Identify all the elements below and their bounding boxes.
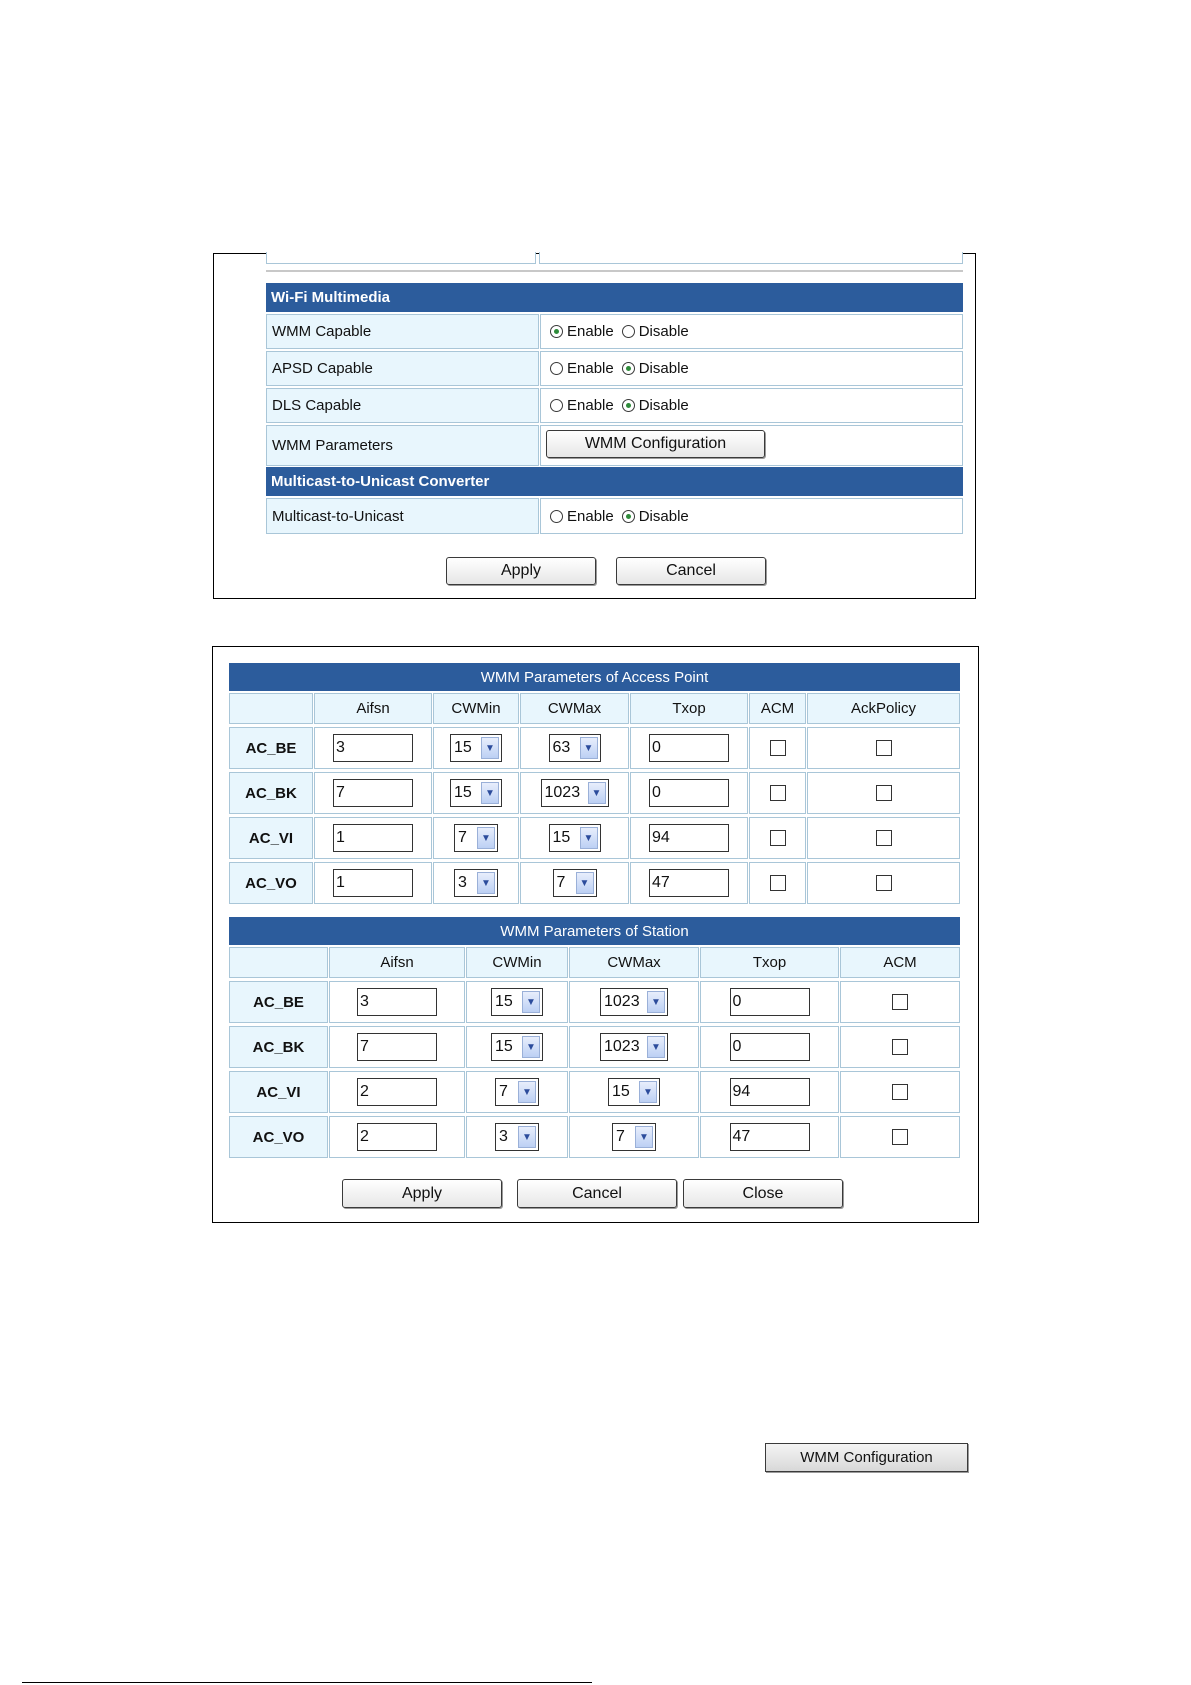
wmm-capable-enable-radio[interactable]	[550, 323, 614, 340]
ackpolicy-checkbox[interactable]	[876, 740, 892, 756]
ap-header-cwmin: CWMin	[433, 693, 519, 724]
chevron-down-icon[interactable]: ▼	[518, 1081, 536, 1103]
sta-row-label: AC_VO	[229, 1116, 328, 1158]
txop-input[interactable]: 0	[649, 734, 729, 762]
cwmax-value: 7	[616, 1128, 625, 1145]
txop-input[interactable]: 94	[730, 1078, 810, 1106]
sta-cell-aifsn	[329, 981, 465, 1023]
radio-selected-icon	[622, 362, 635, 375]
txop-input[interactable]: 47	[649, 869, 729, 897]
chevron-down-icon[interactable]: ▼	[647, 1036, 665, 1058]
enable-text: Enable	[567, 507, 614, 525]
aifsn-input[interactable]: 2	[357, 1123, 437, 1151]
ap-cell-ackpolicy	[807, 727, 960, 769]
wmm-parameters-label: WMM Parameters	[266, 425, 539, 466]
aifsn-input[interactable]: 3	[357, 988, 437, 1016]
previous-row-label	[266, 252, 536, 264]
apsd-capable-options	[540, 351, 963, 386]
chevron-down-icon[interactable]: ▼	[580, 737, 598, 759]
sta-cell-cwmin	[466, 1071, 568, 1113]
ap-cell-txop	[630, 772, 748, 814]
dls-capable-disable-radio[interactable]	[622, 397, 689, 414]
sta-cell-txop	[700, 981, 839, 1023]
sta-cell-cwmax	[569, 1116, 699, 1158]
apsd-capable-enable-radio[interactable]	[550, 360, 614, 377]
sta-cell-cwmin	[466, 1116, 568, 1158]
cwmax-value: 1023	[604, 1038, 640, 1055]
cwmax-value: 1023	[544, 784, 581, 801]
acm-checkbox[interactable]	[770, 785, 786, 801]
cwmax-select[interactable]	[600, 988, 668, 1016]
ap-cell-aifsn	[314, 772, 432, 814]
aifsn-input[interactable]: 1	[333, 869, 413, 897]
acm-checkbox[interactable]	[892, 1084, 908, 1100]
ap-cell-txop	[630, 862, 748, 904]
ap-row-label: AC_VI	[229, 817, 313, 859]
cwmin-value: 15	[454, 739, 472, 756]
ap-header-blank	[229, 693, 313, 724]
section-title-multicast: Multicast-to-Unicast Converter	[266, 467, 963, 496]
cwmin-value: 15	[495, 1038, 513, 1055]
txop-input[interactable]: 47	[730, 1123, 810, 1151]
radio-icon	[550, 362, 563, 375]
sta-cell-cwmax	[569, 1026, 699, 1068]
sta-cell-aifsn	[329, 1026, 465, 1068]
ap-cell-txop	[630, 817, 748, 859]
ap-cell-aifsn	[314, 862, 432, 904]
radio-icon	[550, 399, 563, 412]
sta-cell-acm	[840, 981, 960, 1023]
sta-header-txop: Txop	[700, 947, 839, 978]
sta-cell-txop	[700, 1026, 839, 1068]
cwmin-value: 15	[495, 993, 513, 1010]
ap-header-txop: Txop	[630, 693, 748, 724]
ackpolicy-checkbox[interactable]	[876, 785, 892, 801]
ap-cell-cwmax	[520, 727, 629, 769]
sta-header-blank	[229, 947, 328, 978]
acm-checkbox[interactable]	[770, 740, 786, 756]
cwmin-select[interactable]	[450, 734, 502, 762]
cwmax-value: 63	[552, 739, 571, 756]
ap-header-aifsn: Aifsn	[314, 693, 432, 724]
multicast-enable-radio[interactable]	[550, 508, 614, 525]
sta-cell-cwmin	[466, 981, 568, 1023]
ap-cell-cwmax	[520, 772, 629, 814]
sta-cell-cwmax	[569, 1071, 699, 1113]
cwmin-select[interactable]	[454, 824, 498, 852]
ackpolicy-checkbox[interactable]	[876, 830, 892, 846]
cwmax-select[interactable]	[549, 824, 601, 852]
chevron-down-icon[interactable]: ▼	[477, 872, 495, 894]
cwmax-select[interactable]	[541, 779, 609, 807]
chevron-down-icon[interactable]: ▼	[576, 872, 594, 894]
cwmin-value: 15	[454, 784, 472, 801]
sta-cell-acm	[840, 1026, 960, 1068]
sta-cell-cwmax	[569, 981, 699, 1023]
chevron-down-icon[interactable]: ▼	[588, 782, 606, 804]
cwmin-select[interactable]	[491, 1033, 543, 1061]
chevron-down-icon[interactable]: ▼	[522, 991, 540, 1013]
apsd-capable-disable-radio[interactable]	[622, 360, 689, 377]
acm-checkbox[interactable]	[770, 830, 786, 846]
section-title-wifi-multimedia: Wi-Fi Multimedia	[266, 283, 963, 312]
dls-capable-enable-radio[interactable]	[550, 397, 614, 414]
radio-icon	[622, 325, 635, 338]
sta-table-title: WMM Parameters of Station	[229, 917, 960, 945]
cwmin-select[interactable]	[450, 779, 502, 807]
wmm-configuration-dialog	[212, 646, 979, 1223]
disable-text: Disable	[638, 507, 689, 525]
ap-header-acm: ACM	[749, 693, 806, 724]
ap-row-label: AC_VO	[229, 862, 313, 904]
cwmax-select[interactable]	[600, 1033, 668, 1061]
ap-cell-aifsn	[314, 817, 432, 859]
aifsn-input[interactable]: 3	[333, 734, 413, 762]
cwmin-value: 7	[499, 1083, 508, 1100]
wireless-settings-panel	[213, 253, 976, 599]
ap-cell-ackpolicy	[807, 817, 960, 859]
dialog-close-button[interactable]: Close	[683, 1179, 843, 1208]
cancel-button[interactable]: Cancel	[616, 557, 766, 585]
ap-cell-ackpolicy	[807, 862, 960, 904]
sta-cell-acm	[840, 1116, 960, 1158]
sta-header-cwmax: CWMax	[569, 947, 699, 978]
cwmax-select[interactable]	[553, 869, 597, 897]
ap-cell-aifsn	[314, 727, 432, 769]
txop-input[interactable]: 94	[649, 824, 729, 852]
ap-header-ackpolicy: AckPolicy	[807, 693, 960, 724]
sta-cell-cwmin	[466, 1026, 568, 1068]
txop-input[interactable]: 0	[730, 1033, 810, 1061]
aifsn-input[interactable]: 2	[357, 1078, 437, 1106]
apply-button[interactable]: Apply	[446, 557, 596, 585]
chevron-down-icon[interactable]: ▼	[518, 1126, 536, 1148]
ap-cell-acm	[749, 772, 806, 814]
dls-capable-label: DLS Capable	[266, 388, 539, 423]
ap-cell-ackpolicy	[807, 772, 960, 814]
sta-row-label: AC_BE	[229, 981, 328, 1023]
ap-cell-acm	[749, 862, 806, 904]
dls-capable-options	[540, 388, 963, 423]
sta-row-label: AC_BK	[229, 1026, 328, 1068]
footnote-divider	[22, 1682, 592, 1683]
ap-cell-txop	[630, 727, 748, 769]
radio-selected-icon	[622, 510, 635, 523]
ap-cell-cwmin	[433, 772, 519, 814]
ap-row-label: AC_BE	[229, 727, 313, 769]
divider	[266, 270, 963, 272]
sta-header-aifsn: Aifsn	[329, 947, 465, 978]
dialog-cancel-button[interactable]: Cancel	[517, 1179, 677, 1208]
chevron-down-icon[interactable]: ▼	[481, 737, 499, 759]
chevron-down-icon[interactable]: ▼	[481, 782, 499, 804]
sta-row-label: AC_VI	[229, 1071, 328, 1113]
sta-cell-aifsn	[329, 1071, 465, 1113]
chevron-down-icon[interactable]: ▼	[522, 1036, 540, 1058]
ap-table-title: WMM Parameters of Access Point	[229, 663, 960, 691]
disable-text: Disable	[638, 323, 689, 340]
chevron-down-icon[interactable]: ▼	[477, 827, 495, 849]
dialog-apply-button[interactable]: Apply	[342, 1179, 502, 1208]
aifsn-input[interactable]: 1	[333, 824, 413, 852]
ap-cell-cwmax	[520, 817, 629, 859]
cwmin-value: 3	[458, 874, 467, 891]
cwmax-value: 7	[556, 874, 566, 891]
sta-cell-acm	[840, 1071, 960, 1113]
cwmin-select[interactable]	[454, 869, 498, 897]
aifsn-input[interactable]: 7	[333, 779, 413, 807]
sta-header-acm: ACM	[840, 947, 960, 978]
ackpolicy-checkbox[interactable]	[876, 875, 892, 891]
previous-row-value	[539, 252, 963, 264]
cwmax-value: 1023	[604, 993, 640, 1010]
acm-checkbox[interactable]	[892, 1129, 908, 1145]
chevron-down-icon[interactable]: ▼	[639, 1081, 657, 1103]
cwmax-value: 15	[552, 829, 571, 846]
cwmin-select[interactable]	[491, 988, 543, 1016]
cwmax-select[interactable]	[608, 1078, 660, 1106]
txop-input[interactable]: 0	[730, 988, 810, 1016]
ap-cell-cwmin	[433, 817, 519, 859]
multicast-disable-radio[interactable]	[622, 508, 689, 525]
ap-cell-cwmin	[433, 727, 519, 769]
acm-checkbox[interactable]	[770, 875, 786, 891]
enable-text: Enable	[567, 397, 614, 414]
radio-selected-icon	[550, 325, 563, 338]
chevron-down-icon[interactable]: ▼	[580, 827, 598, 849]
cwmin-value: 3	[499, 1128, 508, 1145]
enable-text: Enable	[567, 360, 614, 377]
wmm-capable-label: WMM Capable	[266, 314, 539, 349]
radio-icon	[550, 510, 563, 523]
sta-cell-txop	[700, 1116, 839, 1158]
chevron-down-icon[interactable]: ▼	[635, 1126, 653, 1148]
sta-header-cwmin: CWMin	[466, 947, 568, 978]
apsd-capable-label: APSD Capable	[266, 351, 539, 386]
ap-row-label: AC_BK	[229, 772, 313, 814]
radio-selected-icon	[622, 399, 635, 412]
disable-text: Disable	[638, 397, 689, 414]
ap-cell-cwmax	[520, 862, 629, 904]
acm-checkbox[interactable]	[892, 1039, 908, 1055]
multicast-options	[540, 498, 963, 534]
wmm-configuration-button-standalone[interactable]: WMM Configuration	[765, 1443, 968, 1472]
acm-checkbox[interactable]	[892, 994, 908, 1010]
wmm-configuration-button[interactable]: WMM Configuration	[546, 430, 765, 458]
cwmax-select[interactable]	[549, 734, 601, 762]
wmm-capable-disable-radio[interactable]	[622, 323, 689, 340]
ap-cell-acm	[749, 817, 806, 859]
txop-input[interactable]: 0	[649, 779, 729, 807]
chevron-down-icon[interactable]: ▼	[647, 991, 665, 1013]
sta-cell-txop	[700, 1071, 839, 1113]
wmm-capable-options	[540, 314, 963, 349]
ap-header-cwmax: CWMax	[520, 693, 629, 724]
cwmin-value: 7	[458, 829, 467, 846]
ap-cell-cwmin	[433, 862, 519, 904]
cwmin-select[interactable]	[495, 1078, 539, 1106]
enable-text: Enable	[567, 323, 614, 340]
ap-cell-acm	[749, 727, 806, 769]
disable-text: Disable	[638, 360, 689, 377]
cwmax-select[interactable]	[612, 1123, 656, 1151]
cwmax-value: 15	[612, 1083, 630, 1100]
multicast-to-unicast-label: Multicast-to-Unicast	[266, 498, 539, 534]
sta-cell-aifsn	[329, 1116, 465, 1158]
aifsn-input[interactable]: 7	[357, 1033, 437, 1061]
cwmin-select[interactable]	[495, 1123, 539, 1151]
